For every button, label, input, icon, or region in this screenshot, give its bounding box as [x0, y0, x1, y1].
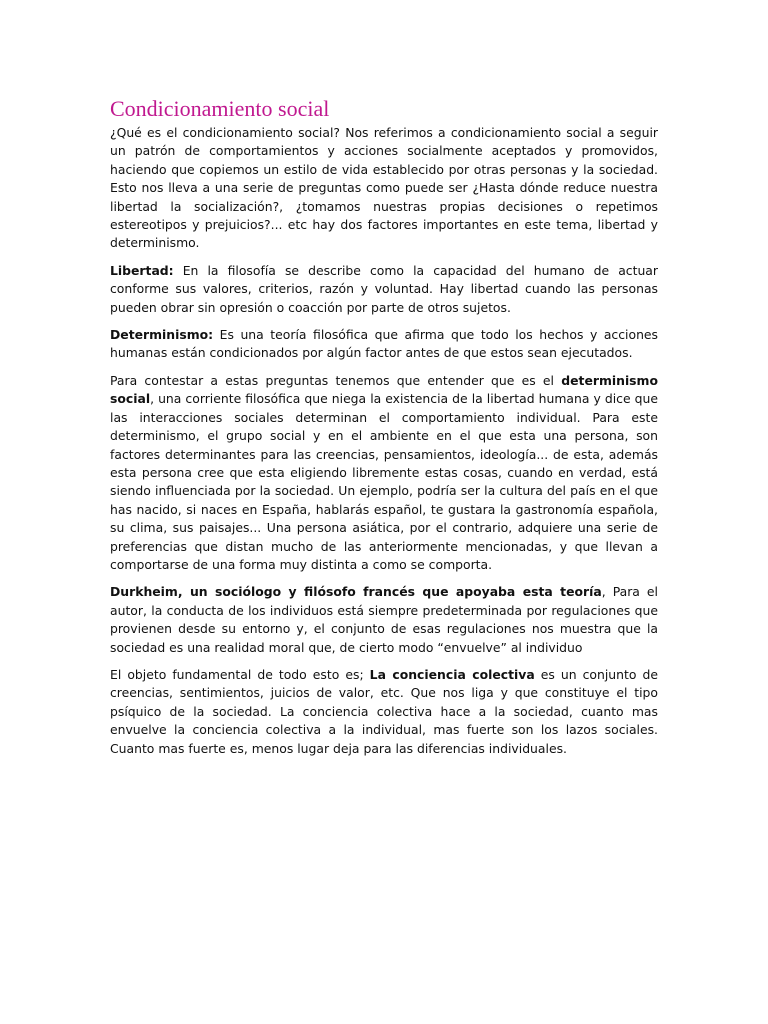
document-page	[110, 96, 658, 767]
paragraph-libertad-text: En la filosofía se describe como la capacidad del humano de actuar conforme sus valores, criterios, razón y voluntad. Hay libertad cuando las personas pueden obrar sin opresión o coacción por parte de otros sujetos.	[110, 262, 658, 315]
paragraph-intro-text: ¿Qué es el condicionamiento social? Nos referimos a condicionamiento social a seguir un patrón de comportamientos y acciones socialmente aceptados y promovidos, haciendo que copiemos un estilo de vida establecido por otras personas y la sociedad. Esto nos lleva a una serie de preguntas como puede ser ¿Hasta dónde reduce nuestra libertad la socialización?, ¿tomamos nuestras propias decisiones o repetimos estereotipos y prejuicios?... etc hay dos factores importantes en este tema, libertad y determinismo.	[110, 125, 658, 251]
paragraph-determinismo-social	[110, 372, 658, 574]
paragraph-conciencia-after: es un conjunto de creencias, sentimientos, juicios de valor, etc. Que nos liga y que constituye el tipo psíquico de la sociedad. La conciencia colectiva hace a la sociedad, cuanto mas envuelve la conciencia colectiva a la individual, mas fuerte son los lazos sociales. Cuanto mas fuerte es, menos lugar deja para las diferencias individuales.	[110, 666, 658, 756]
paragraph-determinismo	[110, 326, 658, 363]
term-conciencia-colectiva: La conciencia colectiva	[369, 666, 535, 682]
paragraph-determinismo-social-before: Para contestar a estas preguntas tenemos que entender que es el	[110, 372, 562, 388]
paragraph-libertad	[110, 262, 658, 317]
paragraph-durkheim	[110, 583, 658, 657]
paragraph-determinismo-text: Es una teoría filosófica que afirma que todo los hechos y acciones humanas están condicionados por algún factor antes de que estos sean ejecutados.	[110, 327, 658, 361]
term-durkheim: Durkheim, un sociólogo y filósofo francés que apoyaba esta teoría	[110, 584, 602, 600]
paragraph-conciencia-colectiva	[110, 666, 658, 758]
term-libertad: Libertad:	[110, 262, 174, 278]
paragraph-durkheim-text: , Para el autor, la conducta de los individuos está siempre predeterminada por regulaciones que provienen desde su entorno y, el conjunto de esas regulaciones nos muestra que la sociedad es una realidad moral que, de cierto modo “envuelve” al individuo	[110, 584, 658, 655]
term-determinismo: Determinismo:	[110, 327, 214, 343]
paragraph-determinismo-social-after: , una corriente filosófica que niega la existencia de la libertad humana y dice que las interacciones sociales determinan el comportamiento individual. Para este determinismo, el grupo social y en el ambiente en el que esta una persona, son factores determinantes para las creencias, pensamientos, ideología... de esta, además esta persona cree que esta eligiendo libremente estas cosas, cuando en verdad, está siendo influenciada por la sociedad. Un ejemplo, podría ser la cultura del país en el que has nacido, si naces en España, hablarás español, te gustara la gastronomía española, su clima, sus paisajes... Una persona asiática, por el contrario, adquiere una serie de preferencias que distan mucho de las anteriormente mencionadas, y que llevan a comportarse de una forma muy distinta a como se comporta.	[110, 391, 658, 572]
paragraph-intro	[110, 124, 658, 253]
document-title: Condicionamiento social	[110, 96, 330, 121]
paragraph-conciencia-before: El objeto fundamental de todo esto es;	[110, 666, 370, 682]
term-determinismo-social: determinismo social	[110, 372, 658, 407]
